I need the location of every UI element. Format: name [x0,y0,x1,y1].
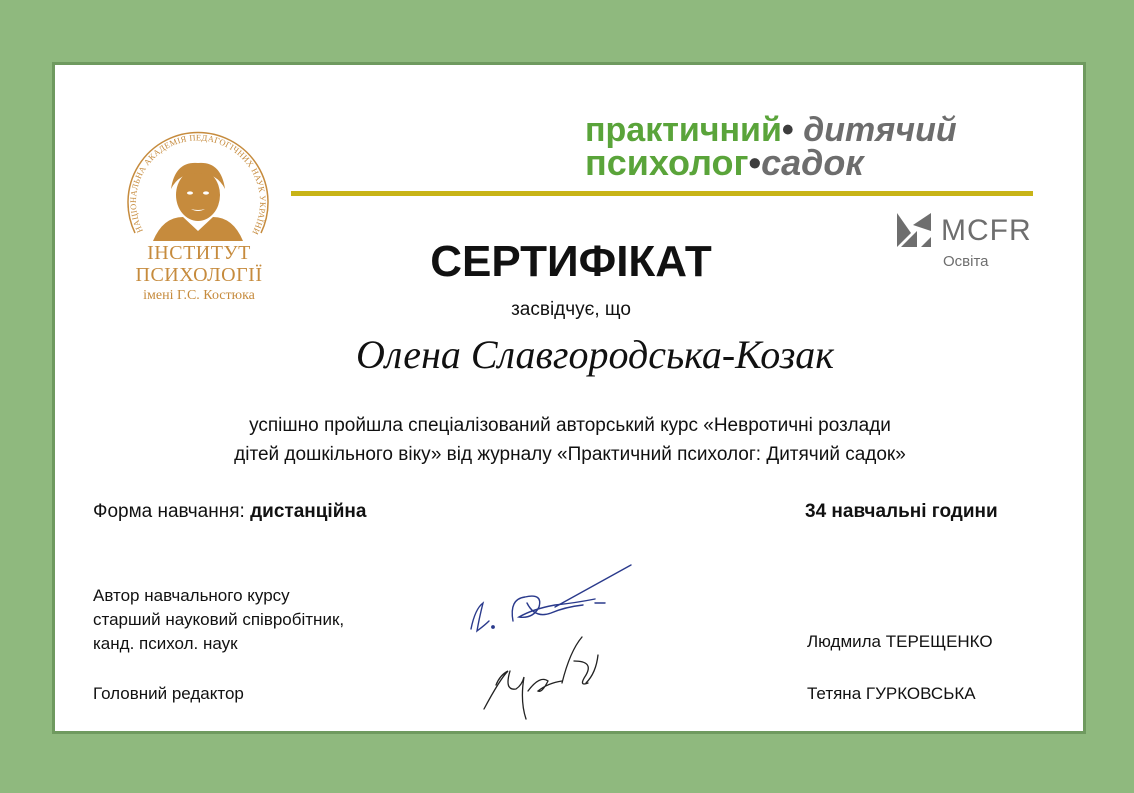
institute-name-line1: ІНСТИТУТ [147,242,251,264]
header-rule [291,191,1033,196]
author-title-line3: канд. психол. наук [93,634,238,653]
journal-word-practical: практичний [585,111,782,149]
journal-word-child: дитячий [803,111,957,149]
study-form [93,501,366,523]
certificate-sheet [52,62,1086,734]
journal-logo-line2 [585,142,864,183]
study-hours: 34 навчальні години [805,501,998,522]
author-name: Людмила ТЕРЕЩЕНКО [807,632,993,651]
author-signature [455,559,645,639]
mcfr-logo-icon [897,213,931,247]
institute-arc-text: НАЦІОНАЛЬНА АКАДЕМІЯ ПЕДАГОГІЧНИХ НАУК УКРАЇНИ [127,132,269,237]
recipient-name: Олена Славгородська-Козак [355,332,835,377]
author-title-line1: Автор навчального курсу [93,586,290,605]
author-title [93,584,344,656]
journal-word-psychologist: психолог [585,142,749,183]
editor-title: Головний редактор [93,684,244,703]
editor-signature [470,631,620,727]
study-form-value: дистанційна [250,501,367,522]
editor-name: Тетяна ГУРКОВСЬКА [807,684,976,703]
journal-dot: • [781,111,794,149]
course-description [135,411,1005,469]
course-line-1: успішно пройшла спеціалізований авторський курс «Невротичні розлади [249,415,891,436]
publisher-subtitle: Освіта [943,253,989,270]
journal-dot: • [748,142,762,183]
certificate-title: СЕРТИФІКАТ [430,237,712,286]
journal-word-kindergarten: садок [761,142,864,183]
certifies-text: засвідчує, що [511,299,631,320]
course-line-2: дітей дошкільного віку» від журналу «Практичний психолог: Дитячий садок» [234,444,906,465]
publisher-name: MCFR [941,214,1032,247]
institute-name-line2: ПСИХОЛОГІЇ [135,264,263,286]
portrait-icon [153,163,243,241]
institute-name-line3: імені Г.С. Костюка [143,288,255,303]
author-title-line2: старший науковий співробітник, [93,610,345,629]
study-form-label: Форма навчання: [93,501,251,522]
